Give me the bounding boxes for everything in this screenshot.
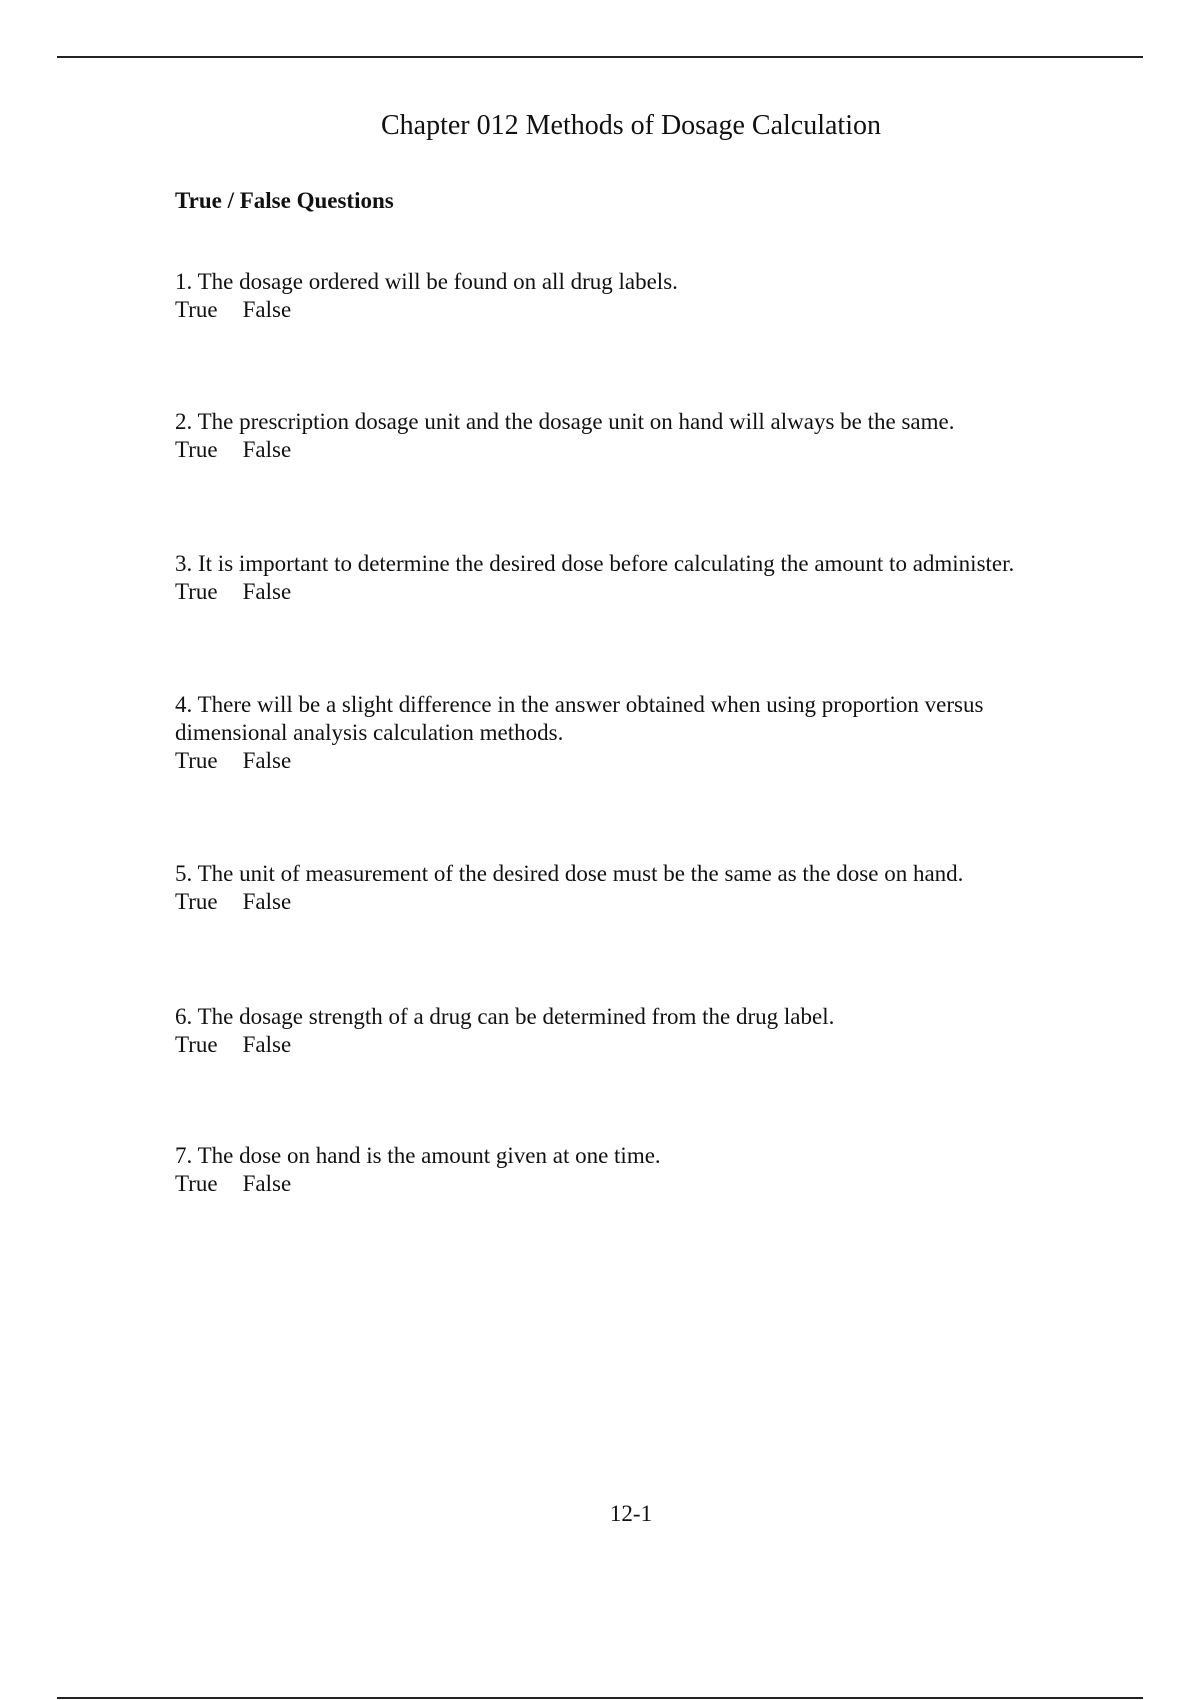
answer-choices — [175, 578, 1075, 606]
question-5 — [175, 860, 1075, 916]
answer-choices — [175, 1170, 1075, 1198]
question-text: 7. The dose on hand is the amount given at one time. — [175, 1143, 661, 1168]
question-text: 3. It is important to determine the desired dose before calculating the amount to administer. — [175, 551, 1015, 576]
answer-choices — [175, 747, 1075, 775]
choice-true[interactable]: True — [175, 579, 218, 604]
question-text: 1. The dosage ordered will be found on all drug labels. — [175, 269, 678, 294]
choice-true[interactable]: True — [175, 889, 218, 914]
question-2 — [175, 408, 1075, 464]
question-text: 5. The unit of measurement of the desired dose must be the same as the dose on hand. — [175, 861, 964, 886]
question-text: 2. The prescription dosage unit and the dosage unit on hand will always be the same. — [175, 409, 955, 434]
section-heading: True / False Questions — [175, 188, 394, 213]
answer-choices — [175, 296, 1075, 324]
top-rule — [57, 56, 1143, 58]
question-4 — [175, 691, 1075, 775]
page-title: Chapter 012 Methods of Dosage Calculation — [380, 110, 881, 141]
choice-true[interactable]: True — [175, 748, 218, 773]
bottom-rule — [57, 1697, 1143, 1699]
choice-false[interactable]: False — [242, 1171, 292, 1196]
choice-false[interactable]: False — [242, 579, 292, 604]
answer-choices — [175, 436, 1075, 464]
choice-true[interactable]: True — [175, 297, 218, 322]
question-7 — [175, 1142, 1075, 1198]
answer-choices — [175, 1031, 1075, 1059]
answer-choices — [175, 888, 1075, 916]
choice-false[interactable]: False — [242, 889, 292, 914]
choice-true[interactable]: True — [175, 1032, 218, 1057]
choice-false[interactable]: False — [242, 1032, 292, 1057]
choice-false[interactable]: False — [242, 437, 292, 462]
question-text: 6. The dosage strength of a drug can be determined from the drug label. — [175, 1004, 835, 1029]
question-text: 4. There will be a slight difference in the answer obtained when using proportion versus dimensional analysis calculation methods. — [175, 692, 984, 745]
question-1 — [175, 268, 1075, 324]
choice-true[interactable]: True — [175, 1171, 218, 1196]
page-number: 12-1 — [609, 1501, 653, 1526]
choice-false[interactable]: False — [242, 297, 292, 322]
choice-true[interactable]: True — [175, 437, 218, 462]
question-3 — [175, 550, 1075, 606]
choice-false[interactable]: False — [242, 748, 292, 773]
question-6 — [175, 1003, 1075, 1059]
